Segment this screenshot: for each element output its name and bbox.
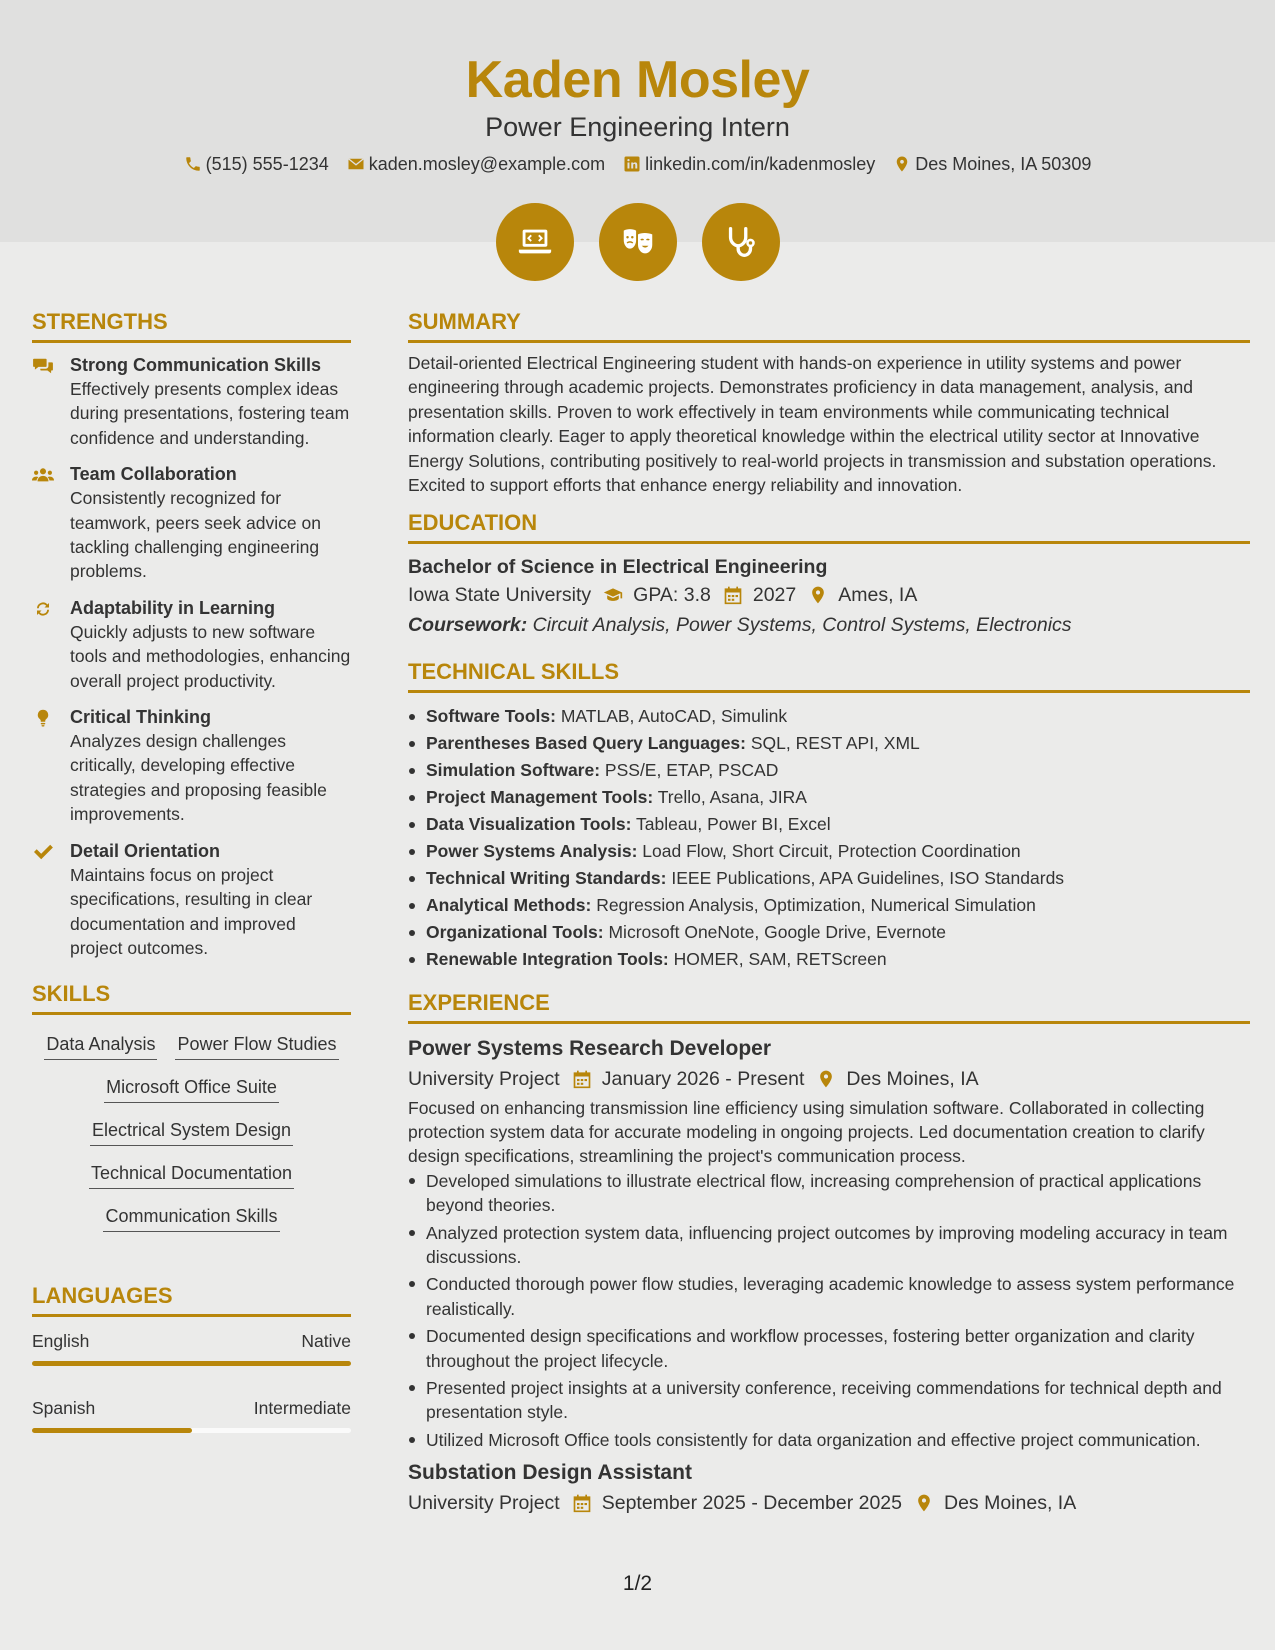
tech-skill-label: Simulation Software:: [426, 760, 601, 781]
page-number: 1/2: [622, 1572, 653, 1595]
skill-tag: Electrical System Design: [90, 1117, 293, 1146]
list-item: [408, 946, 1250, 973]
list-item: [408, 838, 1250, 865]
strength-desc: Consistently recognized for teamwork, peers seek advice on tackling challenging engineering problems.: [70, 488, 321, 582]
skill-tag: Power Flow Studies: [175, 1031, 338, 1060]
contact-linkedin[interactable]: [623, 152, 875, 176]
languages-list: [32, 1329, 351, 1433]
tech-skill-value: PSS/E, ETAP, PSCAD: [604, 760, 779, 781]
language-name: English: [32, 1331, 90, 1352]
strength-desc: Maintains focus on project specifications, resulting in clear documentation and improved project outcomes.: [70, 864, 313, 958]
location-icon: [893, 155, 911, 173]
tech-skill-label: Power Systems Analysis:: [426, 840, 638, 861]
job-location: Des Moines, IA: [846, 1067, 979, 1090]
strength-item: [32, 462, 351, 584]
tech-skill-value: Load Flow, Short Circuit, Protection Coordination: [642, 840, 1021, 861]
tech-skill-value: Trello, Asana, JIRA: [657, 787, 807, 808]
strength-title: Team Collaboration: [70, 464, 237, 485]
education-heading: EDUCATION: [408, 509, 1250, 544]
theater-masks-icon: [599, 203, 677, 281]
calendar-icon: [572, 1069, 592, 1089]
graduation-year: 2027: [752, 584, 797, 607]
tech-skill-value: MATLAB, AutoCAD, Simulink: [560, 706, 788, 727]
job-bullets: [408, 1169, 1250, 1452]
hobby-icons: [0, 203, 1275, 281]
school-name: Iowa State University: [408, 584, 592, 607]
candidate-name: Kaden Mosley: [465, 51, 810, 109]
contact-location: [893, 152, 1091, 176]
language-name: Spanish: [32, 1398, 96, 1419]
tech-skill-value: Regression Analysis, Optimization, Numerical Simulation: [596, 894, 1036, 915]
strength-title: Strong Communication Skills: [70, 355, 322, 375]
tech-skill-value: HOMER, SAM, RETScreen: [673, 948, 887, 969]
strengths-heading: STRENGTHS: [32, 308, 351, 343]
job-dates: September 2025 - December 2025: [601, 1492, 902, 1515]
check-icon: [32, 843, 54, 861]
strength-item: [32, 705, 351, 827]
skills-list: [32, 1025, 351, 1242]
strength-title: Adaptability in Learning: [70, 597, 276, 618]
skill-tag: Communication Skills: [103, 1203, 279, 1232]
tech-skill-label: Analytical Methods:: [426, 894, 592, 915]
list-item: [408, 784, 1250, 811]
list-item: Utilized Microsoft Office tools consistently for data organization and effective project communication.: [408, 1428, 1250, 1452]
location-icon: [816, 1069, 836, 1089]
tech-skill-label: Project Management Tools:: [426, 787, 654, 808]
phone-icon: [184, 155, 202, 173]
coursework-list: Circuit Analysis, Power Systems, Control Systems, Electronics: [532, 614, 1072, 637]
skill-tag: Data Analysis: [44, 1031, 157, 1060]
degree-title: Bachelor of Science in Electrical Engineering: [408, 556, 828, 579]
job-org: University Project: [408, 1492, 560, 1515]
strength-item: [32, 353, 351, 450]
technical-skills-heading: TECHNICAL SKILLS: [408, 658, 1250, 693]
language-bar-fill: [32, 1361, 351, 1366]
list-item: [408, 811, 1250, 838]
strength-title: Critical Thinking: [70, 707, 212, 728]
job-meta: [408, 1488, 1250, 1518]
strength-item: [32, 839, 351, 961]
summary-text: Detail-oriented Electrical Engineering student with hands-on experience in utility systems and power engineering through academic projects. Demonstrates proficiency in data management, analysis, and presentation skills. Proven to work effectively in team environments while communicating technical information clearly. Eager to apply theoretical knowledge within the electrical utility sector at Innovative Energy Solutions, contributing positively to real-world projects in transmission and substation operations. Excited to support efforts that enhance energy reliability and innovation.: [408, 353, 1217, 496]
graduation-cap-icon: [603, 585, 623, 605]
email-icon: [347, 155, 365, 173]
skill-tag: Microsoft Office Suite: [104, 1074, 279, 1103]
language-bar-fill: [32, 1428, 192, 1433]
job-org: University Project: [408, 1067, 560, 1090]
job-description: Focused on enhancing transmission line efficiency using simulation software. Collaborated in collecting protection system data for accurate modeling in ongoing projects. Led documentation creation to clarify design specifications, streamlining the project's communication process.: [408, 1097, 1205, 1167]
tech-skill-value: Microsoft OneNote, Google Drive, Evernote: [608, 921, 946, 942]
sync-icon: [32, 600, 54, 618]
experience-heading: EXPERIENCE: [408, 989, 1250, 1024]
location-text: Des Moines, IA 50309: [915, 154, 1092, 174]
language-level: Intermediate: [253, 1398, 351, 1419]
technical-skills-list: [408, 703, 1250, 972]
coursework: [408, 610, 1250, 640]
job-dates: January 2026 - Present: [601, 1067, 805, 1090]
lightbulb-icon: [32, 709, 54, 727]
job-title: Substation Design Assistant: [408, 1461, 692, 1485]
list-item: Analyzed protection system data, influencing project outcomes by improving modeling accuracy in team discussions.: [408, 1221, 1250, 1270]
strength-desc: Effectively presents complex ideas during presentations, fostering team confidence and understanding.: [70, 379, 350, 448]
education-meta: [408, 580, 1250, 610]
coursework-label: Coursework:: [408, 614, 528, 637]
strength-item: [32, 596, 351, 693]
email-text[interactable]: kaden.mosley@example.com: [368, 154, 606, 174]
list-item: [408, 730, 1250, 757]
tech-skill-label: Data Visualization Tools:: [426, 814, 632, 835]
comments-icon: [32, 357, 54, 375]
tech-skill-value: Tableau, Power BI, Excel: [636, 814, 831, 835]
languages-heading: LANGUAGES: [32, 1282, 351, 1317]
language-row: [32, 1396, 351, 1420]
tech-skill-value: IEEE Publications, APA Guidelines, ISO Standards: [671, 867, 1065, 888]
contact-phone: [184, 152, 329, 176]
contact-email[interactable]: [347, 152, 605, 176]
tech-skill-label: Technical Writing Standards:: [426, 867, 667, 888]
tech-skill-label: Parentheses Based Query Languages:: [426, 733, 746, 754]
school-location: Ames, IA: [838, 584, 918, 607]
location-icon: [808, 585, 828, 605]
phone-text: (515) 555-1234: [205, 154, 329, 174]
location-icon: [914, 1493, 934, 1513]
left-column: [32, 308, 351, 1463]
job-title: Power Systems Research Developer: [408, 1036, 772, 1060]
calendar-icon: [572, 1493, 592, 1513]
linkedin-icon: [623, 155, 641, 173]
tech-skill-label: Renewable Integration Tools:: [426, 948, 669, 969]
language-level: Native: [301, 1331, 351, 1352]
language-row: [32, 1329, 351, 1353]
skill-tag: Technical Documentation: [89, 1160, 294, 1189]
summary-heading: SUMMARY: [408, 308, 1250, 343]
job-location: Des Moines, IA: [943, 1492, 1077, 1515]
language-bar: [32, 1428, 351, 1433]
gpa: GPA: 3.8: [633, 584, 711, 607]
strength-title: Detail Orientation: [70, 840, 221, 861]
list-item: Presented project insights at a university conference, receiving commendations for technical depth and presentation style.: [408, 1376, 1250, 1425]
list-item: Developed simulations to illustrate electrical flow, increasing comprehension of practical applications beyond theories.: [408, 1169, 1250, 1218]
job-title: Power Engineering Intern: [485, 112, 790, 142]
list-item: Conducted thorough power flow studies, leveraging academic knowledge to assess system performance realistically.: [408, 1272, 1250, 1321]
tech-skill-label: Software Tools:: [426, 706, 556, 727]
list-item: [408, 703, 1250, 730]
strength-desc: Analyzes design challenges critically, developing effective strategies and proposing feasible improvements.: [70, 731, 327, 825]
laptop-code-icon: [496, 203, 574, 281]
users-icon: [32, 466, 54, 484]
list-item: Documented design specifications and workflow processes, fostering better organization and clarity throughout the project lifecycle.: [408, 1324, 1250, 1373]
skills-heading: SKILLS: [32, 980, 351, 1015]
stethoscope-icon: [702, 203, 780, 281]
strength-desc: Quickly adjusts to new software tools and methodologies, enhancing overall project productivity.: [70, 621, 351, 691]
list-item: [408, 892, 1250, 919]
right-column: [408, 308, 1250, 1518]
list-item: [408, 865, 1250, 892]
contact-bar: [0, 152, 1275, 176]
list-item: [408, 919, 1250, 946]
language-bar: [32, 1361, 351, 1366]
calendar-icon: [723, 585, 743, 605]
tech-skill-label: Organizational Tools:: [426, 921, 604, 942]
job-meta: [408, 1064, 1250, 1094]
tech-skill-value: SQL, REST API, XML: [750, 733, 920, 754]
linkedin-text[interactable]: linkedin.com/in/kadenmosley: [645, 154, 876, 174]
list-item: [408, 757, 1250, 784]
